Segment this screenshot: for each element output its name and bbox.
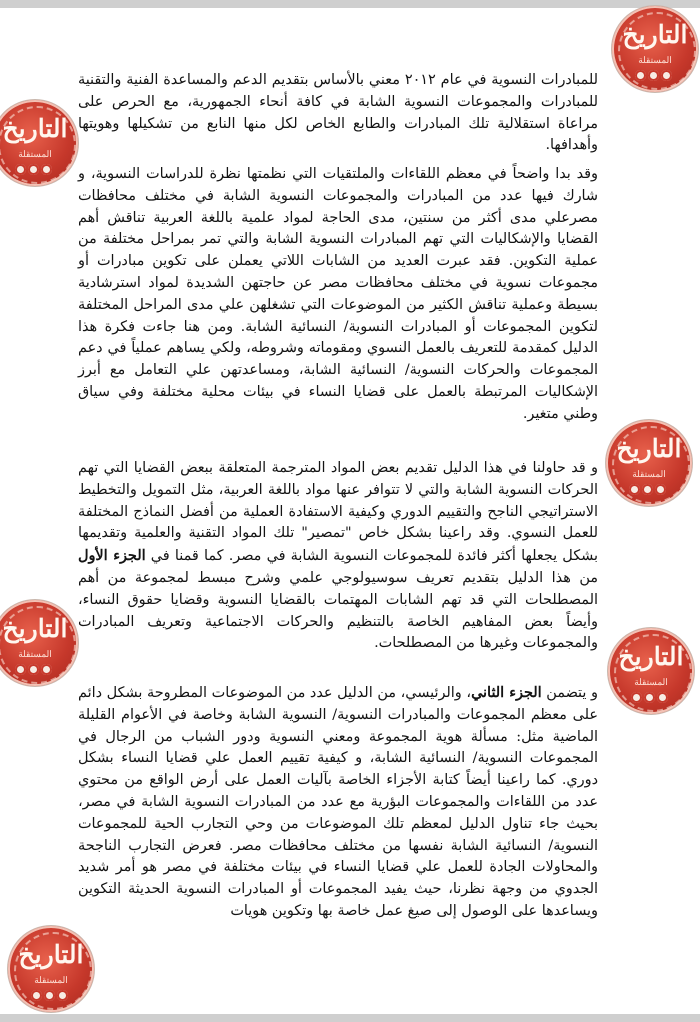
watermark-stamp [8,926,94,1012]
watermark-stamp [606,420,692,506]
watermark-stamp [0,600,78,686]
stamp-subtitle: المستقلة [634,678,668,688]
paragraph-part-two [78,682,598,923]
watermark-stamp [608,628,694,714]
stamp-subtitle: المستقلة [632,470,666,480]
paragraph-intro: للمبادرات النسوية في عام ٢٠١٢ معني بالأساس بتقديم الدعم والمساعدة الفنية والتقنية للمبادرات والمجموعات النسوية الشابة في كافة أنحاء الجمهورية، مع الحرص على مراعاة استقلالية تلك المبادرات والطابع الخاص لكل منها النابع من تشكيلها وهويتها وأهدافها. [78,72,598,154]
watermark-stamp [612,6,698,92]
stamp-subtitle: المستقلة [18,150,52,160]
paragraph-part-one-text-b: من هذا الدليل بتقديم تعريف سوسيولوجي علمي وشرح مبسط لمجموعة من أهم المصطلحات التي قد تهم الشابات المهتمات بالقضايا النسوية وقضايا حقوق النساء، وأيضاً بعض المفاهيم الخاصة بالتنظيم والحركات الاجتماعية وتعريف المبادرات والمجموعات وغيرها من المصطلحات. [78,569,598,652]
paragraph-need: وقد بدا واضحاً في معظم اللقاءات والملتقيات التي نظمتها نظرة للدراسات النسوية، و شارك فيها عدد من المبادرات والمجموعات النسوية الشابة في مختلف محافظات مصرعلي مدى أكثر من سنتين، مدى الحاجة لمواد علمية باللغة العربية تناقش أهم القضايا والإشكاليات التي تهم المبادرات النسوية الشابة والتي تمر بمراحل مختلفة من عملية التكوين. فقد عبرت العديد من الشابات اللاتي يعملن على تكوين مبادرات أو مجموعات نسوية في مختلف محافظات مصر عن حاجتهن الشديدة لمواد استرشادية بسيطة وعملية تناقش الكثير من الموضوعات التي تشغلهن علي مدى المراحل المختلفة لتكوين المجموعات أو المبادرات النسوية/ النسائية الشابة. ومن هنا جاءت فكرة هذا الدليل كمقدمة للتعريف بالعمل النسوي ومقوماته وشروطه، ولكي يساهم عملياً في دعم المجموعات والحركات النسوية/ النسائية الشابة، ومساعدتهن علي التعامل مع أبرز الإشكاليات المرتبطة بالعمل على قضايا النساء في بيئات محلية مختلفة وفي سياق وطني متغير. [78,166,598,422]
paragraph-part-one [78,458,598,655]
stamp-word: التاريخ [18,940,84,969]
page-frame-top [0,0,700,8]
paragraph-part-one-text-a: و قد حاولنا في هذا الدليل تقديم بعض المواد المترجمة المتعلقة ببعض القضايا التي تهم الحركات النسوية الشابة والتي لا تتوافر عنها مواد باللغة العربية، مثل التمويل والتخطيط الاستراتيجي الناجح والتقييم الدوري وكيفية الاستفادة العملية من أفضل النماذج المختلفة للعمل النسوي. وقد راعينا بشكل خاص "تمصير" تلك المواد التقنية والعلمية وتقديمها بشكل يجعلها أكثر فائدة للمجموعات النسوية الشابة في مصر. كما قمنا في [78,460,598,565]
stamp-word: التاريخ [2,614,68,643]
stamp-word: التاريخ [616,434,682,463]
stamp-word: التاريخ [2,114,68,143]
stamp-subtitle: المستقلة [18,650,52,660]
paragraph-part-two-text-a: و يتضمن [541,685,598,701]
stamp-word: التاريخ [618,642,684,671]
stamp-subtitle: المستقلة [638,56,672,66]
stamp-word: التاريخ [622,20,688,49]
stamp-subtitle: المستقلة [34,976,68,986]
watermark-stamp [0,100,78,186]
paragraph-part-two-text-b: ، والرئيسي، من الدليل عدد من الموضوعات المطروحة بشكل دائم على معظم المجموعات والمبادرات النسوية/ النسوية الشابة وخاصة في الأعوام القليلة الماضية مثل: مسألة هوية المجموعة ومعني النسوية ودور الشباب من الرجال في المجموعات النسوية/ النسائية الشابة، و كيفية تقييم العمل علي قضايا النساء بشكل دوري. كما راعينا أيضاً كتابة الأجزاء الخاصة بآليات العمل على أرض الواقع من محتوي عدد من اللقاءات والمجموعات البؤرية مع عدد من المبادرات النسوية الشابة في مصر، بحيث جاء تناول الدليل لمعظم تلك الموضوعات من وحي التجارب الحية للمجموعات النسوية/ النسائية الشابة نفسها من مختلف محافظات مصر. فعرض التجارب الناجحة والمحاولات الجادة للعمل علي قضايا النساء في بيئات مختلفة في مصر هو أمر شديد الجدوي من وجهة نظرنا، حيث يفيد المجموعات أو المبادرات النسوية الحديثة التكوين ويساعدها على الوصول إلى صيغ عمل خاصة بها وتكوين هويات [78,685,598,919]
page-frame-bottom [0,1014,700,1022]
part-two-heading: الجزء الثاني [471,684,542,701]
part-one-heading: الجزء الأول [78,547,146,565]
